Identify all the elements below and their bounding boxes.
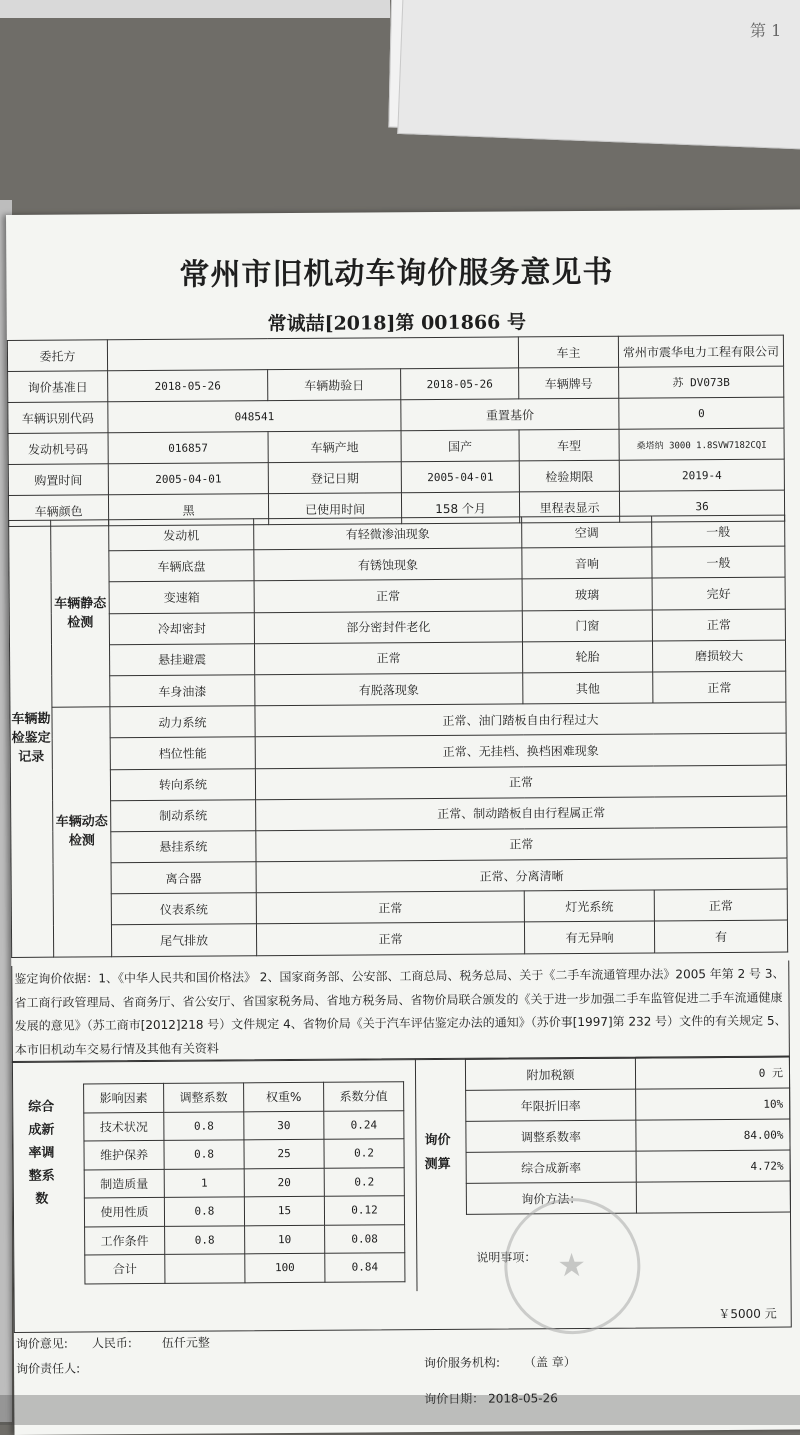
assess-value: 0 元: [635, 1057, 789, 1089]
calculation-section: [12, 1056, 792, 1333]
responsible-label: 询价责任人:: [16, 1361, 81, 1376]
engine-number: 016857: [108, 432, 268, 464]
adjustment-table: [83, 1081, 405, 1284]
check-item-result: 正常: [255, 765, 786, 800]
rmb-label: 人民币:: [91, 1336, 132, 1351]
register-date: 2005-04-01: [401, 461, 519, 493]
adjust-row: [85, 1224, 405, 1255]
factor-weight: 20: [244, 1168, 324, 1197]
field-label: 车型: [519, 429, 619, 461]
column-header: 影响因素: [84, 1083, 164, 1112]
field-label: 已使用时间: [268, 493, 401, 525]
factor-coefficient: 0.8: [164, 1111, 244, 1140]
field-label: 登记日期: [268, 462, 401, 494]
assess-row: [466, 1088, 790, 1121]
origin-value: 国产: [401, 430, 519, 462]
check-item-label: 冷却密封: [109, 612, 254, 644]
assess-label: 调整系数率: [466, 1120, 636, 1152]
check-item-result: 磨损较大: [652, 640, 785, 672]
check-item-label: 悬挂系统: [111, 831, 256, 863]
assess-side-label: 询价测算: [424, 1132, 451, 1173]
date-label: 询价日期： 2018-05-26: [424, 1391, 558, 1407]
field-label: 里程表显示: [519, 491, 619, 523]
assess-value: 10%: [636, 1088, 790, 1120]
check-item-result: 正常: [652, 609, 785, 641]
dynamic-section-label: 车辆动态检测: [52, 707, 112, 957]
assess-row: [465, 1057, 789, 1090]
field-label: 购置时间: [8, 464, 108, 496]
check-item-label: 空调: [522, 516, 652, 548]
check-item-label: 玻璃: [522, 578, 652, 610]
document-title: 常州市旧机动车询价服务意见书: [179, 254, 614, 293]
document-number: 常诚喆[2018]第 001866 号: [267, 311, 527, 336]
factor-name: 工作条件: [85, 1226, 165, 1255]
factor-name: 技术状况: [84, 1112, 164, 1141]
check-item-result: 有脱落现象: [255, 673, 523, 706]
adjust-header-row: [84, 1082, 404, 1113]
factor-coefficient: 0.8: [164, 1140, 244, 1169]
bottom-shadow: [0, 1395, 800, 1425]
check-item-label: 其他: [523, 672, 653, 704]
inspection-table: [8, 515, 788, 958]
check-item-result: 一般: [652, 546, 785, 578]
used-time: 158 个月: [401, 492, 519, 524]
adjust-row: [84, 1139, 404, 1170]
check-item-label: 仪表系统: [111, 893, 256, 925]
check-item-result: 正常: [653, 671, 786, 703]
purchase-date: 2005-04-01: [108, 463, 268, 495]
adjust-total-row: [85, 1253, 405, 1284]
vehicle-info-table: [7, 335, 785, 527]
check-item-result: 部分密封件老化: [254, 610, 522, 643]
background-paper-strip: [0, 0, 390, 18]
assess-label: 附加税额: [465, 1058, 635, 1090]
field-label: 检验期限: [519, 460, 619, 492]
field-label: 车辆颜色: [8, 495, 108, 527]
replacement-price: 0: [619, 397, 784, 429]
assess-row: [466, 1150, 790, 1183]
column-header: 系数分值: [324, 1082, 404, 1111]
check-item-result: 有轻微渗油现象: [254, 517, 522, 550]
dynamic-check-row: [11, 920, 787, 957]
total-weight: 100: [245, 1253, 325, 1282]
assess-value: 4.72%: [636, 1150, 790, 1182]
check-item-result: 正常: [256, 827, 787, 862]
inspect-date: 2018-05-26: [401, 368, 519, 400]
appraisal-basis: 鉴定询价依据：1、《中华人民共和国价格法》 2、国家商务部、公安部、工商总局、税务总局、关于《二手车流通管理办法》2005 年第 2 号 3、省工商行政管理局、省商务厅、省公安厅、省国家税务局、省地方税务局、省物价局联合颁发的《关于进一步加强二手车监管促进二手车流通健康发展的意见》（苏工商市[2012]218 号）文件规定 4、省物价局《关于汽车评估鉴定办法的通知》（苏价事[1997]第 232 号）文件的有关规定 5、本市旧机动车交易行情及其他有关资料: [11, 961, 790, 1063]
assess-label: 综合成新率: [466, 1151, 636, 1183]
color-value: 黑: [108, 494, 268, 526]
total-amount: ￥5000 元: [718, 1306, 777, 1322]
check-item-result: 完好: [652, 577, 785, 609]
check-item-result: 正常、油门踏板自由行程过大: [255, 702, 786, 737]
check-item-label: 有无异响: [524, 921, 654, 953]
official-seal: ★: [504, 1198, 641, 1335]
factor-score: 0.2: [324, 1139, 404, 1168]
factor-score: 0.08: [325, 1224, 405, 1253]
amount-in-words: 伍仟元整: [161, 1335, 210, 1350]
appraisal-document: [6, 209, 800, 1435]
adjust-row: [84, 1196, 404, 1227]
check-item-label: 轮胎: [522, 641, 652, 673]
field-label: 车辆牌号: [519, 367, 619, 399]
field-label: 发动机号码: [8, 433, 108, 465]
check-item-label: 动力系统: [110, 706, 255, 738]
check-item-result: 正常: [256, 891, 524, 924]
check-item-label: 发动机: [109, 519, 254, 551]
check-item-result: 正常: [254, 579, 522, 612]
seal-label: （盖 章）: [523, 1355, 576, 1370]
mileage-value: 36: [619, 490, 784, 522]
empty-cell: [165, 1254, 245, 1283]
check-item-label: 变速箱: [109, 581, 254, 613]
client-value: [107, 337, 518, 371]
check-item-result: 正常、分离清晰: [256, 858, 787, 893]
check-item-label: 离合器: [111, 862, 256, 894]
field-label: 车辆识别代码: [8, 402, 108, 434]
opinion-label: 询价意见:: [15, 1336, 68, 1351]
owner-value: 常州市震华电力工程有限公司: [618, 335, 783, 367]
check-item-result: 一般: [652, 515, 785, 547]
assess-row: [466, 1119, 790, 1152]
factor-score: 0.2: [324, 1167, 404, 1196]
check-item-label: 档位性能: [110, 737, 255, 769]
field-label: 委托方: [7, 340, 107, 372]
plate-number: 苏 DV073B: [619, 366, 784, 398]
check-period: 2019-4: [619, 459, 784, 491]
factor-coefficient: 0.8: [165, 1225, 245, 1254]
org-label: 询价服务机构:: [423, 1355, 501, 1371]
check-item-label: 音响: [522, 547, 652, 579]
adjust-side-label: 综合成新率调整系数: [28, 1099, 55, 1207]
factor-weight: 10: [245, 1225, 325, 1254]
column-header: 权重%: [244, 1082, 324, 1111]
check-item-label: 车身油漆: [110, 675, 255, 707]
method-value: [636, 1181, 790, 1213]
check-item-label: 转向系统: [110, 768, 255, 800]
inquiry-date: 2018-05-26: [108, 370, 268, 402]
check-item-result: 正常: [654, 889, 787, 921]
check-item-result: 有锈蚀现象: [254, 548, 522, 581]
factor-name: 使用性质: [84, 1197, 164, 1226]
factor-weight: 15: [244, 1196, 324, 1225]
factor-weight: 25: [244, 1139, 324, 1168]
note-label: 说明事项：: [476, 1250, 537, 1265]
divider: [415, 1059, 418, 1291]
static-section-label: 车辆静态检测: [51, 520, 110, 708]
column-header: 调整系数: [164, 1083, 244, 1112]
field-label: 车主: [518, 336, 618, 368]
assessment-table: [465, 1057, 791, 1215]
check-item-result: 正常、制动踏板自由行程属正常: [256, 796, 787, 831]
field-label: 车辆勘验日: [268, 369, 401, 401]
check-item-result: 正常、无挂档、换档困难现象: [255, 733, 786, 768]
field-label: 询价基准日: [8, 371, 108, 403]
check-item-label: 尾气排放: [111, 924, 256, 956]
factor-coefficient: 1: [164, 1168, 244, 1197]
check-item-result: 正常: [256, 922, 524, 955]
factor-score: 0.24: [324, 1110, 404, 1139]
vin-value: 048541: [108, 400, 401, 433]
check-item-label: 车辆底盘: [109, 550, 254, 582]
factor-weight: 30: [244, 1111, 324, 1140]
factor-score: 0.12: [324, 1196, 404, 1225]
model-value: 桑塔纳 3000 1.8SVW7182CQI: [619, 428, 784, 460]
check-item-label: 悬挂避震: [110, 644, 255, 676]
check-item-result: 正常: [254, 642, 522, 675]
adjust-row: [84, 1110, 404, 1141]
adjust-row: [84, 1167, 404, 1198]
field-label: 车辆产地: [268, 431, 401, 463]
field-label: 重置基价: [401, 398, 619, 431]
method-label: 询价方法：: [466, 1182, 636, 1214]
inspection-side-label: 车辆勘检鉴定记录: [9, 520, 54, 957]
factor-coefficient: 0.8: [164, 1197, 244, 1226]
assess-method-row: [466, 1181, 790, 1214]
factor-name: 制造质量: [84, 1169, 164, 1198]
check-item-result: 有: [654, 920, 787, 952]
background-paper: [397, 0, 800, 150]
check-item-label: 门窗: [522, 610, 652, 642]
factor-name: 维护保养: [84, 1140, 164, 1169]
check-item-label: 灯光系统: [524, 890, 654, 922]
assess-label: 年限折旧率: [466, 1089, 636, 1121]
background-page-number: 第 1: [750, 21, 782, 40]
total-label: 合计: [85, 1254, 165, 1283]
total-score: 0.84: [325, 1253, 405, 1282]
check-item-label: 制动系统: [111, 799, 256, 831]
assess-value: 84.00%: [636, 1119, 790, 1151]
